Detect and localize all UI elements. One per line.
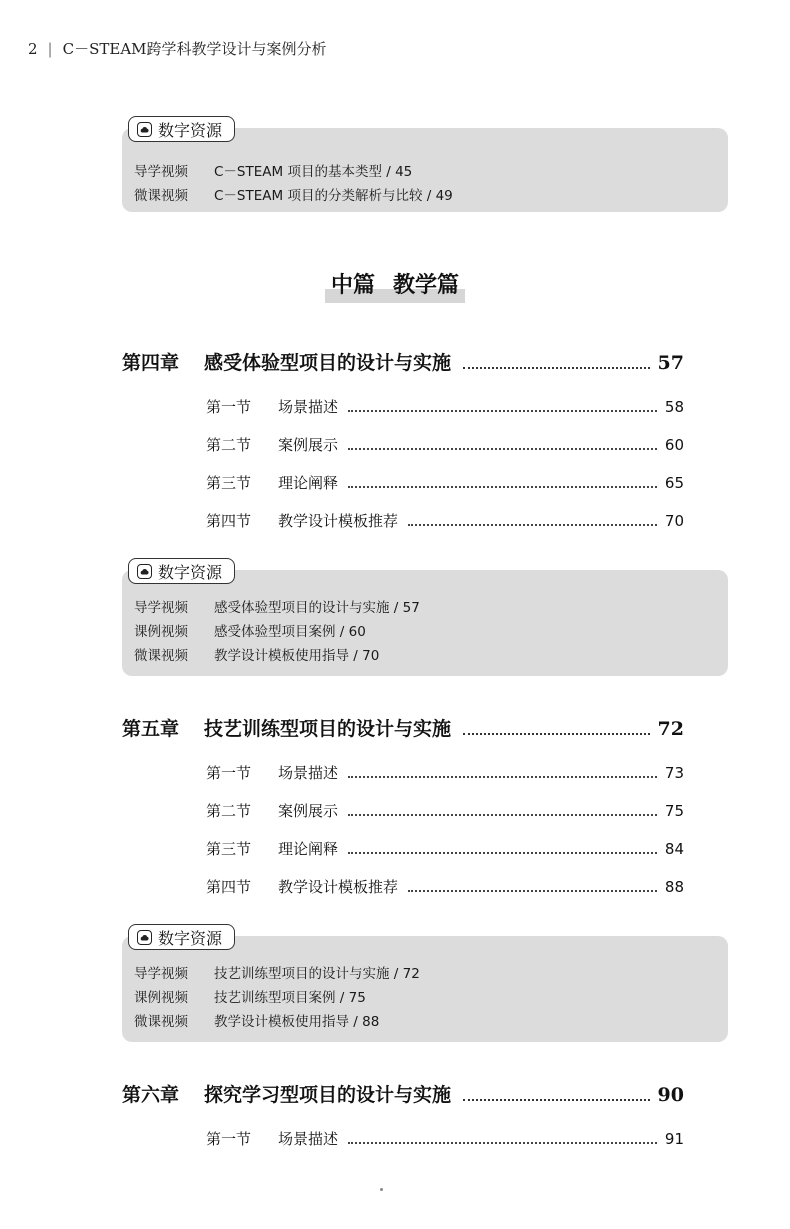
- resource-label-text: 数字资源: [158, 120, 223, 140]
- section-title: 理论阐释: [278, 474, 339, 492]
- dot-leader: [463, 367, 650, 369]
- chapter-page: 57: [657, 352, 684, 374]
- digital-resource-label: [128, 924, 235, 950]
- section-title: 教学设计模板推荐: [278, 878, 399, 896]
- resource-kind: 微课视频: [134, 648, 188, 664]
- resource-kind: 导学视频: [134, 966, 188, 982]
- dot-leader: [348, 410, 657, 412]
- toc-chapter[interactable]: [122, 1080, 684, 1107]
- cloud-icon: [137, 122, 152, 137]
- digital-resource-box: [122, 928, 728, 1042]
- book-title: C－STEAM跨学科教学设计与案例分析: [62, 40, 327, 58]
- chapter-title: 技艺训练型项目的设计与实施: [204, 718, 452, 740]
- section-title: 案例展示: [278, 802, 339, 820]
- footer-mark: [380, 1188, 383, 1191]
- cloud-icon: [137, 564, 152, 579]
- resource-kind: 微课视频: [134, 1014, 188, 1030]
- chapter-page: 72: [657, 718, 684, 740]
- resource-item[interactable]: [134, 184, 453, 208]
- part-subtitle: 教学篇: [393, 272, 460, 298]
- digital-resource-label: [128, 558, 235, 584]
- resource-item[interactable]: [134, 986, 420, 1010]
- cloud-icon: [137, 930, 152, 945]
- resource-title: 教学设计模板使用指导 / 88: [214, 1014, 380, 1030]
- section-number: 第一节: [206, 764, 252, 782]
- digital-resource-box: [122, 120, 728, 212]
- toc-section[interactable]: [206, 762, 684, 783]
- section-number: 第一节: [206, 398, 252, 416]
- dot-leader: [408, 890, 657, 892]
- section-page: 75: [664, 802, 684, 820]
- toc-section[interactable]: [206, 472, 684, 493]
- resource-kind: 导学视频: [134, 164, 188, 180]
- dot-leader: [408, 524, 657, 526]
- toc-section[interactable]: [206, 800, 684, 821]
- section-page: 88: [664, 878, 684, 896]
- chapter-number: 第四章: [122, 352, 180, 374]
- part-title: [0, 268, 790, 303]
- dot-leader: [348, 486, 657, 488]
- dot-leader: [463, 733, 650, 735]
- digital-resource-label: [128, 116, 235, 142]
- chapter-number: 第六章: [122, 1084, 180, 1106]
- resource-list: [134, 160, 453, 208]
- section-page: 65: [664, 474, 684, 492]
- section-page: 70: [664, 512, 684, 530]
- part-name: 中篇: [330, 272, 375, 298]
- resource-title: C－STEAM 项目的分类解析与比较 / 49: [214, 188, 453, 204]
- section-title: 场景描述: [278, 1130, 339, 1148]
- resource-title: 技艺训练型项目案例 / 75: [214, 990, 366, 1006]
- digital-resource-box: [122, 562, 728, 676]
- toc-section[interactable]: [206, 838, 684, 859]
- resource-item[interactable]: [134, 596, 420, 620]
- resource-list: [134, 596, 420, 668]
- resource-kind: 课例视频: [134, 990, 188, 1006]
- dot-leader: [463, 1099, 650, 1101]
- toc-section[interactable]: [206, 434, 684, 455]
- dot-leader: [348, 814, 657, 816]
- running-header: [28, 38, 327, 59]
- toc-section[interactable]: [206, 876, 684, 897]
- dot-leader: [348, 448, 657, 450]
- section-number: 第二节: [206, 436, 252, 454]
- resource-label-text: 数字资源: [158, 928, 223, 948]
- resource-item[interactable]: [134, 644, 420, 668]
- toc-chapter[interactable]: [122, 348, 684, 375]
- resource-title: 感受体验型项目的设计与实施 / 57: [214, 600, 420, 616]
- section-number: 第四节: [206, 878, 252, 896]
- section-number: 第二节: [206, 802, 252, 820]
- resource-item[interactable]: [134, 620, 420, 644]
- toc-chapter[interactable]: [122, 714, 684, 741]
- chapter-title: 探究学习型项目的设计与实施: [204, 1084, 452, 1106]
- section-page: 84: [664, 840, 684, 858]
- toc-section[interactable]: [206, 510, 684, 531]
- chapter-number: 第五章: [122, 718, 180, 740]
- section-number: 第四节: [206, 512, 252, 530]
- section-number: 第三节: [206, 840, 252, 858]
- resource-title: 教学设计模板使用指导 / 70: [214, 648, 380, 664]
- section-page: 91: [664, 1130, 684, 1148]
- resource-kind: 微课视频: [134, 188, 188, 204]
- chapter-title: 感受体验型项目的设计与实施: [204, 352, 452, 374]
- dot-leader: [348, 1142, 657, 1144]
- resource-label-text: 数字资源: [158, 562, 223, 582]
- section-title: 理论阐释: [278, 840, 339, 858]
- resource-title: 感受体验型项目案例 / 60: [214, 624, 366, 640]
- resource-list: [134, 962, 420, 1034]
- dot-leader: [348, 776, 657, 778]
- section-page: 58: [664, 398, 684, 416]
- dot-leader: [348, 852, 657, 854]
- header-separator: |: [47, 39, 53, 58]
- section-number: 第三节: [206, 474, 252, 492]
- resource-title: 技艺训练型项目的设计与实施 / 72: [214, 966, 420, 982]
- section-page: 73: [664, 764, 684, 782]
- chapter-page: 90: [657, 1084, 684, 1106]
- section-title: 场景描述: [278, 764, 339, 782]
- resource-item[interactable]: [134, 1010, 420, 1034]
- section-title: 场景描述: [278, 398, 339, 416]
- section-title: 案例展示: [278, 436, 339, 454]
- toc-section[interactable]: [206, 1128, 684, 1149]
- resource-item[interactable]: [134, 160, 453, 184]
- resource-title: C－STEAM 项目的基本类型 / 45: [214, 164, 413, 180]
- page-number: 2: [28, 39, 38, 58]
- resource-item[interactable]: [134, 962, 420, 986]
- resource-kind: 导学视频: [134, 600, 188, 616]
- toc-section[interactable]: [206, 396, 684, 417]
- section-number: 第一节: [206, 1130, 252, 1148]
- resource-kind: 课例视频: [134, 624, 188, 640]
- section-title: 教学设计模板推荐: [278, 512, 399, 530]
- section-page: 60: [664, 436, 684, 454]
